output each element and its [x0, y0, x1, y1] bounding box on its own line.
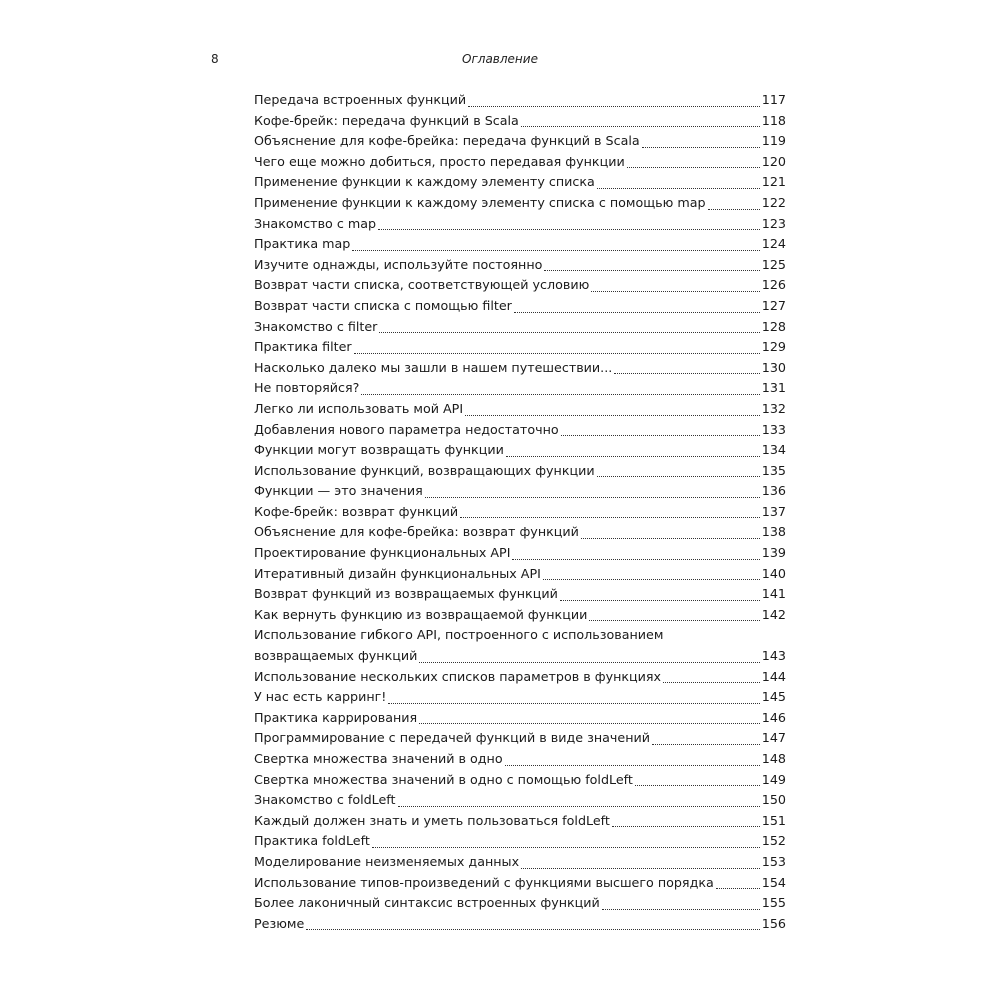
toc-entry[interactable]	[254, 481, 786, 502]
dot-leader	[544, 270, 759, 271]
toc-entry[interactable]	[254, 852, 786, 873]
toc-entry-page: 117	[761, 92, 786, 107]
toc-entry-title: Практика foldLeft	[254, 833, 370, 849]
toc-entry-title: Применение функции к каждому элементу списка с помощью map	[254, 194, 706, 210]
toc-entry-page: 139	[761, 545, 786, 561]
toc-entry[interactable]	[254, 502, 786, 523]
toc-entry[interactable]	[254, 234, 786, 255]
toc-entry[interactable]	[254, 461, 786, 482]
toc-entry[interactable]	[254, 873, 786, 894]
dot-leader	[663, 682, 760, 683]
dot-leader	[612, 826, 760, 827]
toc-entry-page: 154	[761, 874, 786, 890]
toc-entry-page: 138	[761, 524, 786, 540]
toc-entry-page: 134	[761, 442, 786, 458]
toc-entry-title: Каждый должен знать и уметь пользоваться foldLeft	[254, 812, 610, 828]
dot-leader	[589, 620, 759, 621]
dot-leader	[425, 497, 760, 498]
toc-entry-title: Практика filter	[254, 339, 352, 355]
toc-entry-page: 132	[761, 400, 786, 416]
toc-entry-title: Как вернуть функцию из возвращаемой функции	[254, 606, 588, 622]
dot-leader	[521, 868, 760, 869]
dot-leader	[561, 435, 760, 436]
toc-entry-title: Кофе-брейк: передача функций в Scala	[254, 112, 519, 128]
toc-entry-page: 141	[761, 586, 786, 602]
toc-entry-title: Применение функции к каждому элементу списка	[254, 174, 595, 190]
toc-entry-page: 137	[761, 503, 786, 519]
dot-leader	[521, 126, 760, 127]
running-title: Оглавление	[462, 52, 538, 66]
toc-entry-page: 131	[761, 380, 786, 396]
toc-entry-title: Объяснение для кофе-брейка: возврат функций	[254, 524, 579, 540]
toc-entry[interactable]	[254, 749, 786, 770]
dot-leader	[506, 456, 760, 457]
toc-entry-title: Объяснение для кофе-брейка: передача функций в Scala	[254, 133, 640, 149]
toc-entry-title: Программирование с передачей функций в виде значений	[254, 730, 651, 746]
toc-entry[interactable]	[254, 378, 786, 399]
toc-entry-page: 143	[761, 648, 786, 664]
toc-entry-title: Знакомство с filter	[254, 318, 378, 334]
toc-entry-page: 146	[761, 709, 786, 725]
toc-entry-page: 140	[761, 565, 786, 581]
toc-entry[interactable]	[254, 831, 786, 852]
toc-entry-title: Практика map	[254, 236, 351, 252]
toc-entry-page: 122	[761, 194, 786, 210]
toc-entry[interactable]	[254, 625, 786, 666]
toc-entry-title: Возврат функций из возвращаемых функций	[254, 586, 558, 602]
toc-entry-title: У нас есть карринг!	[254, 689, 387, 705]
dot-leader	[306, 929, 760, 930]
toc-entry-title: Возврат части списка, соответствующей условию	[254, 277, 590, 293]
toc-entry-title: Возврат части списка с помощью filter	[254, 297, 512, 313]
toc-entry-page: 136	[761, 483, 786, 499]
toc-entry-page: 121	[761, 174, 786, 190]
toc-entry-page: 119	[761, 133, 786, 149]
toc-entry[interactable]	[254, 543, 786, 564]
page-number: 8	[211, 52, 219, 66]
toc-entry[interactable]	[254, 152, 786, 173]
dot-leader	[642, 147, 760, 148]
toc-entry-title: Практика каррирования	[254, 709, 418, 725]
toc-entry-page: 120	[761, 153, 786, 169]
dot-leader	[560, 600, 760, 601]
dot-leader	[597, 188, 760, 189]
toc-entry[interactable]	[254, 605, 786, 626]
toc-entry-page: 145	[761, 689, 786, 705]
toc-entry-page: 127	[761, 297, 786, 313]
toc-entry[interactable]	[254, 399, 786, 420]
toc-entry-page: 155	[761, 895, 786, 911]
toc-entry-title: Использование типов-произведений с функциями высшего порядка	[254, 874, 714, 890]
toc-entry-title: Знакомство с foldLeft	[254, 792, 396, 808]
dot-leader	[419, 662, 759, 663]
toc-entry-title: Передача встроенных функций	[254, 92, 467, 107]
toc-entry[interactable]	[254, 317, 786, 338]
toc-entry[interactable]	[254, 522, 786, 543]
toc-entry-title: Резюме	[254, 915, 305, 931]
toc-entry-page: 147	[761, 730, 786, 746]
toc-entry[interactable]	[254, 584, 786, 605]
toc-entry-title: Использование гибкого API, построенного с использованием	[254, 627, 664, 643]
toc-entry[interactable]	[254, 193, 786, 214]
toc-entry[interactable]	[254, 687, 786, 708]
toc-entry-title: Использование функций, возвращающих функции	[254, 462, 595, 478]
dot-leader	[419, 723, 760, 724]
toc-entry[interactable]	[254, 893, 786, 914]
toc-entry[interactable]	[254, 728, 786, 749]
toc-entry-page: 150	[761, 792, 786, 808]
toc-entry-title: возвращаемых функций	[254, 648, 418, 664]
toc-entry-page: 151	[761, 812, 786, 828]
toc-entry-title: Свертка множества значений в одно	[254, 751, 503, 766]
toc-entry[interactable]	[254, 214, 786, 235]
toc-entry[interactable]	[254, 131, 786, 152]
dot-leader	[465, 415, 760, 416]
toc-entry[interactable]	[254, 790, 786, 811]
toc-entry[interactable]	[254, 337, 786, 358]
toc-entry-page: 126	[761, 277, 786, 293]
toc-entry-page: 156	[761, 915, 786, 931]
toc-entry-page: 128	[761, 318, 786, 334]
toc-entry-title: Итеративный дизайн функциональных API	[254, 565, 541, 581]
toc-entry-title: Добавления нового параметра недостаточно	[254, 421, 559, 437]
toc-entry-page: 123	[761, 215, 786, 231]
toc-entry-title: Проектирование функциональных API	[254, 545, 511, 561]
toc-entry-title: Более лаконичный синтаксис встроенных функций	[254, 895, 600, 911]
dot-leader	[635, 785, 760, 786]
toc-entry[interactable]	[254, 296, 786, 317]
toc-entry-title: Использование нескольких списков параметров в функциях	[254, 668, 662, 684]
dot-leader	[652, 744, 760, 745]
toc-entry-page: 124	[761, 236, 786, 252]
dot-leader	[505, 765, 760, 766]
toc-entry-title: Кофе-брейк: возврат функций	[254, 503, 459, 519]
toc-entry-page: 142	[761, 606, 786, 622]
dot-leader	[627, 167, 760, 168]
toc-entry-title: Не повторяйся?	[254, 380, 360, 396]
dot-leader	[388, 703, 759, 704]
dot-leader	[398, 806, 760, 807]
toc-entry-page: 152	[761, 833, 786, 849]
toc-entry-page: 118	[761, 112, 786, 128]
toc-entry-page: 125	[761, 256, 786, 272]
dot-leader	[597, 476, 760, 477]
toc-entry[interactable]	[254, 358, 786, 379]
toc-entry-page: 153	[761, 853, 786, 869]
toc-entry[interactable]	[254, 111, 786, 132]
dot-leader	[460, 517, 760, 518]
toc-entry-page: 129	[761, 339, 786, 355]
dot-leader	[581, 538, 760, 539]
toc-entry-title: Чего еще можно добиться, просто передавая функции	[254, 153, 625, 169]
toc-entry-title: Моделирование неизменяемых данных	[254, 853, 520, 869]
toc-entry-page: 149	[761, 771, 786, 787]
table-of-contents	[254, 90, 786, 934]
toc-entry[interactable]	[254, 172, 786, 193]
dot-leader	[352, 250, 759, 251]
toc-entry-page: 144	[761, 668, 786, 684]
toc-entry[interactable]	[254, 914, 786, 935]
toc-entry[interactable]	[254, 708, 786, 729]
toc-entry-page: 135	[761, 462, 786, 478]
toc-entry[interactable]	[254, 275, 786, 296]
toc-entry-title: Насколько далеко мы зашли в нашем путешествии...	[254, 359, 613, 375]
toc-entry[interactable]	[254, 440, 786, 461]
toc-entry-title: Знакомство с map	[254, 215, 377, 231]
dot-leader	[468, 106, 760, 107]
toc-entry[interactable]	[254, 770, 786, 791]
dot-leader	[614, 373, 760, 374]
dot-leader	[378, 229, 760, 230]
dot-leader	[602, 909, 760, 910]
dot-leader	[543, 579, 760, 580]
dot-leader	[591, 291, 760, 292]
dot-leader	[372, 847, 760, 848]
dot-leader	[514, 312, 760, 313]
toc-entry-page: 130	[761, 359, 786, 375]
toc-entry-page: 133	[761, 421, 786, 437]
dot-leader	[379, 332, 759, 333]
dot-leader	[361, 394, 759, 395]
dot-leader	[512, 559, 759, 560]
dot-leader	[708, 209, 760, 210]
dot-leader	[354, 353, 760, 354]
toc-entry-title: Свертка множества значений в одно с помощью foldLeft	[254, 771, 633, 787]
toc-entry[interactable]	[254, 564, 786, 585]
dot-leader	[716, 888, 760, 889]
toc-entry[interactable]	[254, 255, 786, 276]
toc-entry[interactable]	[254, 90, 786, 111]
toc-entry-title: Функции могут возвращать функции	[254, 442, 504, 458]
toc-entry-title: Легко ли использовать мой API	[254, 400, 464, 416]
toc-entry[interactable]	[254, 420, 786, 441]
toc-entry-title: Изучите однажды, используйте постоянно	[254, 256, 543, 272]
toc-entry-title: Функции — это значения	[254, 483, 423, 499]
toc-entry[interactable]	[254, 667, 786, 688]
toc-entry-page: 148	[761, 751, 786, 766]
toc-entry[interactable]	[254, 811, 786, 832]
